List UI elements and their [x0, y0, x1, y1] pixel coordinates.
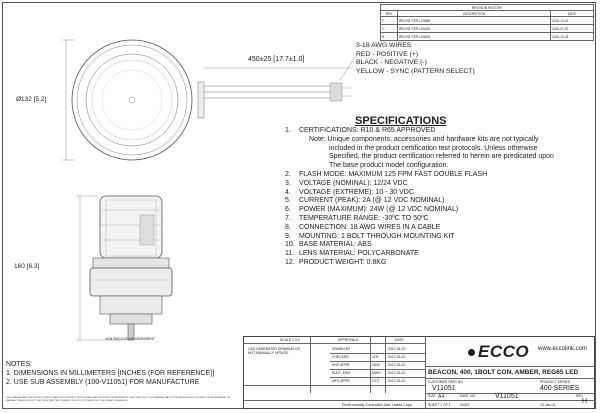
- nda-label: NON DISCLOSURE AGREEMENT: [105, 337, 155, 341]
- spec-item: 8. CONNECTION: 18 AWG WIRES IN A CABLE: [285, 223, 441, 231]
- spec-item: 10. BASE MATERIAL: ABS: [285, 241, 372, 249]
- date-label: DATE: [395, 338, 404, 342]
- top-view: [62, 40, 192, 160]
- rev-header-date: DATE: [551, 11, 594, 17]
- dwg-number: V11051: [495, 393, 519, 400]
- customer-part-label: CUSTOMER PART NO.: [428, 380, 464, 384]
- revision-title: REVISION HISTORY: [381, 5, 594, 11]
- role-drawn: DRAWN BY: [332, 347, 351, 351]
- last-date: 15-Jan-04: [540, 403, 556, 407]
- specifications-title: SPECIFICATIONS: [355, 115, 447, 127]
- product-series: 400 SERIES: [540, 385, 580, 392]
- drawing-title: BEACON, 400, 1BOLT CON, AMBER, REG65 LED: [428, 369, 579, 376]
- spec-item: 2. FLASH MODE: MAXIMUM 125 FPM FAST DOUBLE FLASH: [285, 170, 488, 178]
- note-line: 2. USE SUB ASSEMBLY (100-V11051) FOR MANUFACTURE: [6, 379, 200, 386]
- role-eng-date: 2017-06-20: [388, 363, 406, 367]
- height-dimension: 160 [6.3]: [14, 263, 40, 270]
- rev-label: REV: [576, 394, 583, 398]
- wire-callout: 3-18 AWG WIRES RED - POSITIVE (+) BLACK - NEGATIVE (-) YELLOW - SYNC (PATTERN SELECT): [356, 42, 475, 75]
- dwg-label: DWG. NO.: [460, 394, 477, 398]
- revision-row: G REVISE PER LC6434 2016-07-20: [381, 25, 594, 33]
- revision-row: H REVISE PER LC6604 2016-10-03: [381, 33, 594, 41]
- rev-header-rev: REV: [381, 11, 398, 17]
- controlled-notice: Electronically Controlled Use Latest Copy: [342, 403, 412, 407]
- scale-label: SCALE 1:3:2: [280, 338, 300, 342]
- spec-item: 9. MOUNTING: 1 BOLT THROUGH MOUNTING KIT: [285, 232, 455, 240]
- spec-item: 3. VOLTAGE (NOMINAL): 12/24 VDC: [285, 179, 408, 187]
- cad-note: CAD GENERATED DRAWING DO NOT MANUALLY UPDATE: [248, 347, 301, 355]
- role-elec: ELEC. ENG.: [332, 371, 352, 375]
- spec-item: 4. VOLTAGE (EXTREME): 10 - 30 VDC: [285, 188, 414, 196]
- role-elec-date: 2017-06-20: [388, 371, 406, 375]
- project-number: 11004: [460, 403, 470, 407]
- notes: [6, 360, 214, 387]
- role-eng-name: JGW: [372, 363, 380, 367]
- side-view: [76, 196, 172, 340]
- role-mfg: MFG APPR.: [332, 379, 351, 383]
- role-mfg-date: 2017-06-20: [388, 379, 406, 383]
- spec-item: 7. TEMPERATURE RANGE: -30ºC TO 50ºC: [285, 214, 429, 222]
- rev-value: H: [582, 398, 588, 405]
- role-checked-date: 2017-06-20: [388, 355, 406, 359]
- notes-title: NOTES:: [6, 361, 33, 368]
- ecco-logo: ECCO: [468, 342, 529, 362]
- note-line: 1. DIMENSIONS IN MILLIMETERS [INCHES (FOR REFERENCE)]: [6, 370, 215, 377]
- spec-item: 12. PRODUCT WEIGHT: 0.8KG: [285, 258, 387, 266]
- customer-part: V11051: [432, 385, 456, 392]
- role-elec-name: MWG: [372, 371, 381, 375]
- website-link[interactable]: www.eccolink.com: [538, 346, 588, 352]
- legal-text: THIS DRAWING AND THE DESIGN IT DEPICTS ARE THE PROPERTY OF ECCO AND ARE PROVIDED FOR REFERENCE PURPOSES ONLY. THIS DRAWING MAY NOT BE REPRODUCED OR USED FOR ENGINEERING OR MANUFACTURING WITHOUT THE PRIOR WRITTEN CONSENT OF ECCO. COPYRIGHT ECCO ALL RIGHTS RESERVED.: [6, 397, 231, 402]
- rev-header-desc: DESCRIPTION: [398, 11, 551, 17]
- role-mfg-name: DTG: [372, 379, 380, 383]
- role-checked: CHECKED: [332, 355, 349, 359]
- spec-item: 11. LENS MATERIAL: POLYCARBONATE: [285, 250, 419, 258]
- spec-note: The base product model configuration.: [329, 162, 449, 170]
- role-checked-name: JZH: [372, 355, 379, 359]
- diameter-dimension: Ø132 [5.2]: [16, 96, 47, 103]
- approvals-label: APPROVALS: [338, 338, 359, 342]
- spec-item: 5. CURRENT (PEAK): 2A (@ 12 VDC NOMINAL): [285, 197, 445, 205]
- role-eng: ENG APPR.: [332, 363, 351, 367]
- size-value: A4: [438, 394, 445, 400]
- spec-item: 1. CERTIFICATIONS: R10 & R65 APPROVED: [285, 127, 436, 134]
- wire-view: [198, 56, 356, 118]
- sheet-number: SHEET 1 OF 1: [428, 403, 451, 407]
- spec-note: Note: Unique components, accessories and hardware kits are not typically: [309, 135, 539, 143]
- spec-item: 6. POWER (MAXIMUM): 24W (@ 12 VDC NOMINAL): [285, 206, 459, 214]
- spec-note: Specified, the product certification referred to herein are predicated upon: [329, 153, 554, 161]
- specifications-list: [285, 127, 590, 268]
- size-label: SIZE: [428, 394, 436, 398]
- spec-note: included in the product certification test protocols. Unless otherwise: [329, 144, 538, 152]
- product-series-label: PRODUCT SERIES: [540, 380, 571, 384]
- wire-length-dimension: 450±25 [17.7±1.0]: [248, 56, 305, 63]
- revision-row: F REVISE PER LC5898 2015-12-01: [381, 17, 594, 25]
- role-drawn-date: 2017-06-20: [388, 347, 406, 351]
- logo-mark-icon: [468, 349, 475, 356]
